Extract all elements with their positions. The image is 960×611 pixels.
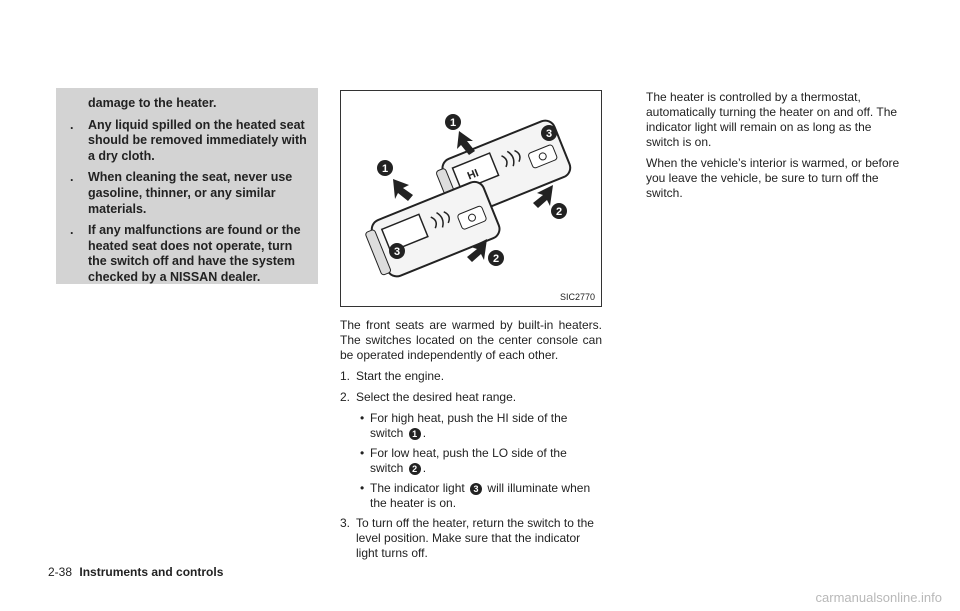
page-number: 2-38 (48, 565, 73, 579)
callout-3-icon: 3 (470, 483, 482, 495)
left-switch-panel (362, 179, 502, 282)
warning-bullet (62, 118, 314, 165)
step-text: To turn off the heater, return the switch to the level position. Make sure that the indicator light turns off. (356, 516, 594, 560)
bullet-mark: . (70, 170, 74, 185)
step-text: Select the desired heat range. (356, 390, 517, 404)
svg-text:3: 3 (393, 246, 401, 258)
callout-1-icon (445, 114, 461, 130)
bullet-mark: . (70, 117, 74, 132)
warning-bullet-text: When cleaning the seat, never use gasoline, thinner, or any similar materials. (88, 170, 293, 216)
switch-illustration (341, 91, 603, 308)
step-2 (340, 390, 602, 405)
warning-continued: damage to the heater. (88, 96, 217, 110)
column-3 (646, 90, 908, 207)
bullet-mark: . (70, 223, 74, 238)
warning-bullet-text: Any liquid spilled on the heated seat should be removed immediately with a dry cloth. (88, 117, 307, 163)
svg-text:2: 2 (555, 206, 563, 218)
svg-text:1: 1 (449, 117, 457, 129)
callout-2-icon (551, 203, 567, 219)
intro-paragraph: The front seats are warmed by built-in heaters. The switches located on the center console can be operated independently of each other. (340, 318, 602, 362)
figure-code: SIC2770 (559, 292, 595, 302)
switch-off-paragraph: When the vehicle’s interior is warmed, or before you leave the vehicle, be sure to turn off the switch. (646, 156, 900, 200)
step-number: 2. (340, 390, 351, 404)
callout-1-icon: 1 (409, 428, 421, 440)
callout-2-icon: 2 (409, 463, 421, 475)
section-title: Instruments and controls (79, 565, 224, 579)
callout-1-icon (377, 160, 393, 176)
callout-3-icon (541, 125, 557, 141)
arrow-icon (393, 179, 413, 201)
svg-text:3: 3 (545, 128, 553, 140)
substep-low-heat: • For low heat, push the LO side of the switch 2 . (360, 446, 567, 475)
substep-high-heat: • For high heat, push the HI side of the switch 1 . (360, 411, 568, 440)
step-3 (340, 516, 602, 561)
svg-text:1: 1 (381, 163, 389, 175)
switch-hi-label: HI (465, 167, 481, 183)
heated-seat-switch-figure (340, 90, 602, 307)
step-text: Start the engine. (356, 369, 445, 383)
step-number: 1. (340, 369, 351, 383)
svg-text:2: 2 (492, 253, 500, 265)
column-2 (340, 318, 602, 567)
page-footer (48, 565, 223, 579)
warning-bullet (62, 170, 314, 217)
step-number: 3. (340, 516, 351, 530)
warning-text (62, 96, 314, 292)
thermostat-paragraph: The heater is controlled by a thermostat, automatically turning the heater on and off. The indicator light will remain on as long as the switch is on. (646, 90, 898, 149)
watermark: carmanualsonline.info (815, 590, 942, 605)
substep-indicator: • The indicator light 3 will illuminate when the heater is on. (360, 481, 591, 510)
warning-bullet-text: If any malfunctions are found or the heated seat does not operate, turn the switch off and have the system checked by a NISSAN dealer. (88, 223, 301, 284)
warning-bullet (62, 223, 314, 285)
callout-3-icon (389, 243, 405, 259)
step-1 (340, 369, 602, 384)
callout-2-icon (488, 250, 504, 266)
